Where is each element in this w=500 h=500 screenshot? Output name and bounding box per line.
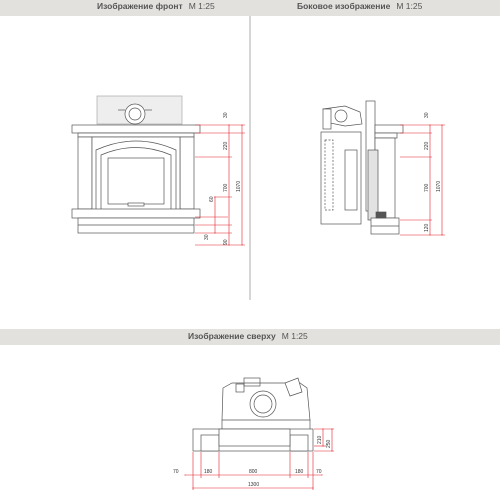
side-dim-120: 120 — [424, 223, 430, 232]
side-view-title: Боковое изображение М 1:25 — [297, 1, 423, 11]
top-dim-180-right: 180 — [295, 469, 304, 475]
side-dim-700: 700 — [424, 183, 430, 192]
front-dim-1070: 1070 — [236, 180, 242, 192]
side-dimensions — [400, 125, 445, 235]
top-dim-1300: 1300 — [248, 482, 260, 488]
top-dim-210: 210 — [317, 435, 323, 444]
front-dim-30-bottom: 30 — [204, 234, 210, 240]
side-dim-1070: 1070 — [436, 180, 442, 192]
front-view-drawing — [72, 96, 200, 233]
side-dimension-labels — [424, 112, 442, 232]
top-dim-180-left: 180 — [204, 469, 213, 475]
front-dim-700: 700 — [223, 183, 229, 192]
front-dim-90: 90 — [223, 239, 229, 245]
top-dim-800: 800 — [249, 469, 258, 475]
top-dim-250: 250 — [326, 439, 332, 448]
side-dim-30: 30 — [424, 112, 430, 118]
front-dim-30-top: 30 — [223, 112, 229, 118]
front-view-title: Изображение фронт М 1:25 — [97, 1, 215, 11]
front-dim-60: 60 — [209, 196, 215, 202]
top-view-title: Изображение сверху М 1:25 — [188, 331, 308, 341]
front-dim-220: 220 — [223, 141, 229, 150]
top-dim-70-left: 70 — [173, 469, 179, 475]
top-view-drawing — [193, 378, 313, 451]
top-dim-70-right: 70 — [316, 469, 322, 475]
side-view-drawing — [321, 101, 403, 234]
side-dim-220: 220 — [424, 141, 430, 150]
